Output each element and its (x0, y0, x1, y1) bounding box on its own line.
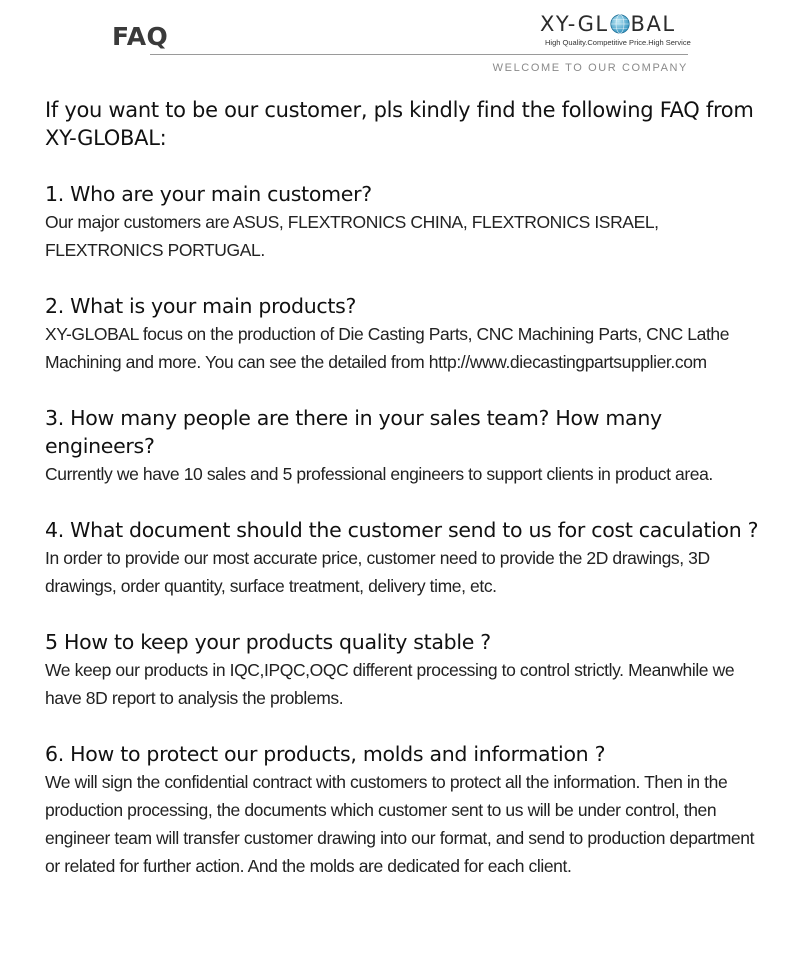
header-divider (150, 54, 688, 55)
faq-item-5 (45, 628, 770, 712)
logo-tagline: High Quality.Competitive Price.High Service (545, 38, 691, 47)
faq-answer: In order to provide our most accurate price, customer need to provide the 2D drawings, 3D drawings, order quantity, surface treatment, delivery time, etc. (45, 548, 710, 596)
faq-answer: We will sign the confidential contract with customers to protect all the information. Then in the production processing, the documents which customer sent to us will be under control, then engineer team will transfer customer drawing into our format, and send to production department or related for further action. And the molds are dedicated for each client. (45, 772, 755, 876)
logo-text-right: BAL (630, 12, 676, 36)
faq-item-6 (45, 740, 770, 880)
faq-question: 3. How many people are there in your sales team? How many engineers? (45, 406, 662, 458)
faq-item-2 (45, 292, 770, 376)
company-logo[interactable] (540, 12, 690, 50)
page-title: FAQ (112, 22, 169, 51)
faq-answer: XY-GLOBAL focus on the production of Die Casting Parts, CNC Machining Parts, CNC Lathe Machining and more. You can see the detailed from http://www.diecastingpartsupplier.com (45, 324, 730, 372)
faq-item-1 (45, 180, 770, 264)
faq-answer: Our major customers are ASUS, FLEXTRONICS CHINA, FLEXTRONICS ISRAEL, FLEXTRONICS PORTUGAL. (45, 212, 659, 260)
logo-wordmark (540, 12, 676, 36)
faq-item-4 (45, 516, 770, 600)
faq-question: 1. Who are your main customer? (45, 182, 372, 206)
faq-question: 6. How to protect our products, molds and information ? (45, 742, 606, 766)
faq-answer: We keep our products in IQC,IPQC,OQC different processing to control strictly. Meanwhile we have 8D report to analysis the problems. (45, 660, 735, 708)
welcome-text: WELCOME TO OUR COMPANY (492, 62, 688, 74)
faq-question: 2. What is your main products? (45, 294, 357, 318)
faq-question: 5 How to keep your products quality stable ? (45, 630, 491, 654)
logo-text-left: XY-GL (540, 12, 609, 36)
faq-item-3 (45, 404, 770, 488)
page-header (0, 0, 790, 80)
globe-icon (610, 14, 630, 34)
faq-question: 4. What document should the customer send to us for cost caculation ? (45, 518, 759, 542)
faq-answer: Currently we have 10 sales and 5 professional engineers to support clients in product area. (45, 464, 713, 484)
faq-intro: If you want to be our customer, pls kindly find the following FAQ from XY-GLOBAL: (45, 98, 754, 150)
faq-content (45, 96, 770, 908)
